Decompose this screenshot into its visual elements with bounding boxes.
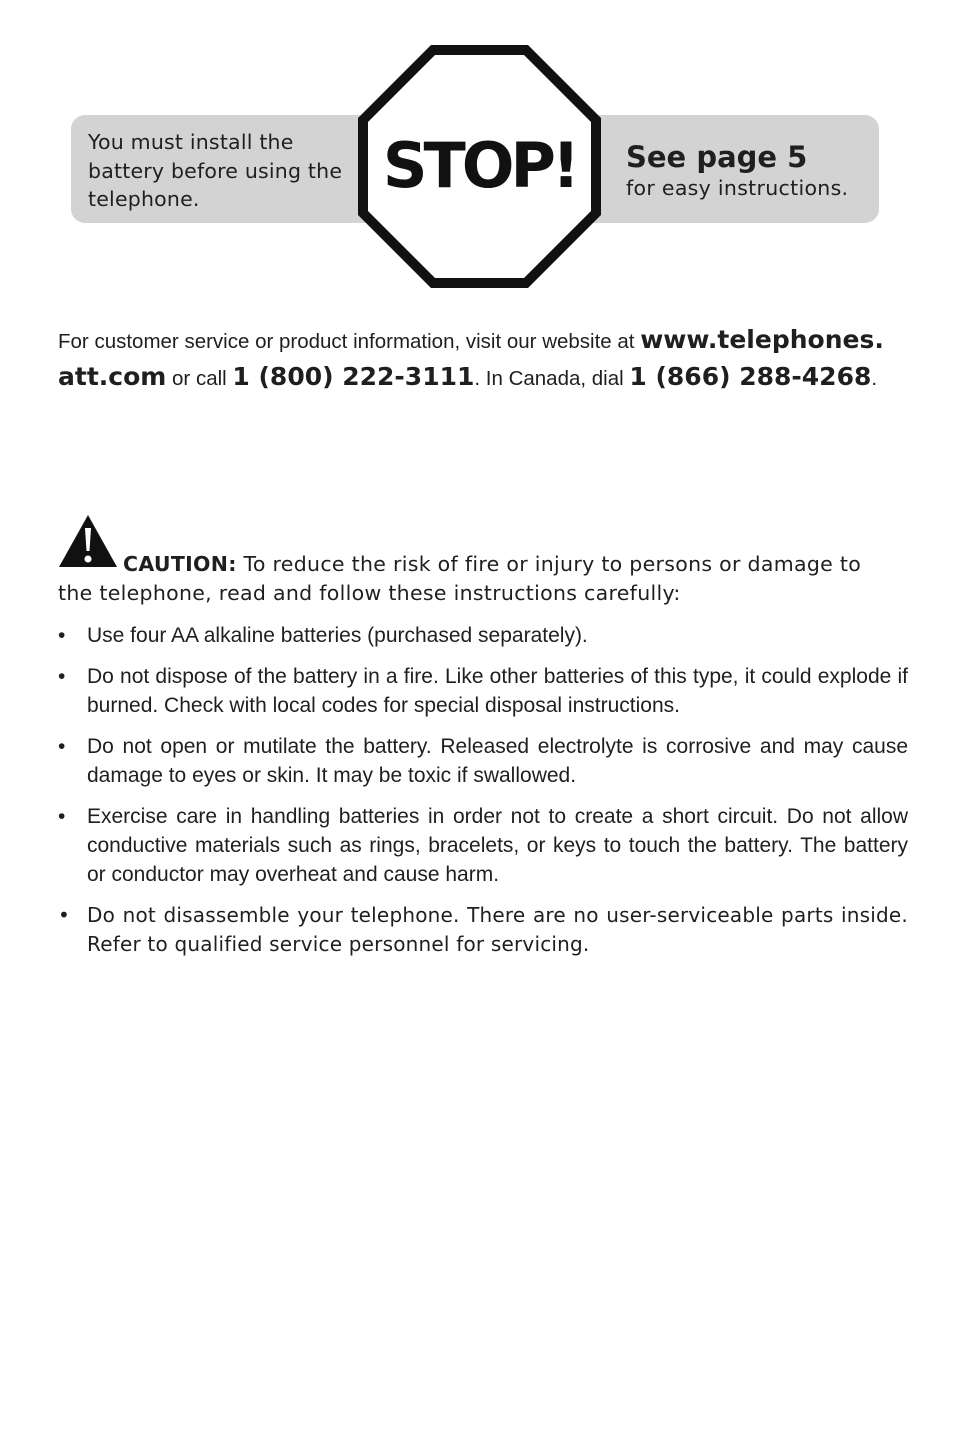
install-battery-notice (88, 128, 350, 214)
us-phone-number: 1 (800) 222-3111 (232, 362, 475, 391)
caution-label: CAUTION: (123, 552, 237, 576)
or-call-text: or call (166, 367, 233, 390)
list-item-text: Exercise care in handling batteries in order not to create a short circuit. Do not allow conductive materials such as rings, bracelets, or keys to touch the battery. The battery or conductor may overheat and cause harm. (87, 805, 908, 886)
caution-intro-line-2: the telephone, read and follow these instructions carefully: (58, 581, 681, 605)
service-line-1 (58, 322, 908, 359)
bullet-icon: • (58, 665, 66, 688)
bullet-icon: • (58, 735, 66, 758)
see-page-label: See page 5 (626, 140, 808, 174)
list-item (58, 901, 908, 959)
service-line-2 (58, 359, 908, 396)
bullet-icon: • (58, 624, 66, 647)
list-item (58, 732, 908, 790)
stop-sign-text: STOP! (382, 129, 577, 202)
caution-intro-line-1 (58, 550, 908, 579)
install-battery-line: telephone. (88, 187, 200, 211)
caution-intro (58, 550, 908, 608)
service-intro-text: For customer service or product information, visit our website at (58, 330, 641, 353)
bullet-icon: • (58, 805, 66, 828)
bullet-icon: • (58, 903, 70, 927)
caution-list (58, 621, 908, 971)
in-canada-text: . In Canada, dial (474, 367, 630, 390)
list-item-text: Do not disassemble your telephone. There are no user-serviceable parts inside. Refer to qualified service personnel for servicing. (87, 903, 908, 956)
website-link-continued[interactable]: att.com (58, 362, 167, 391)
website-link[interactable]: www.telephones. (640, 325, 884, 354)
easy-instructions-label: for easy instructions. (626, 176, 849, 200)
list-item (58, 802, 908, 889)
list-item (58, 621, 908, 650)
see-page-notice (626, 138, 871, 200)
install-battery-line: You must install the (88, 130, 294, 154)
caution-intro-text: To reduce the risk of fire or injury to persons or damage to (236, 552, 862, 576)
list-item-text: Do not dispose of the battery in a fire. Like other batteries of this type, it could explode if burned. Check with local codes for special disposal instructions. (87, 665, 908, 717)
end-period: . (871, 367, 878, 390)
install-battery-line: battery before using the (88, 158, 343, 183)
list-item-text: Do not open or mutilate the battery. Released electrolyte is corrosive and may cause damage to eyes or skin. It may be toxic if swallowed. (87, 735, 908, 787)
customer-service-info (58, 322, 908, 396)
list-item (58, 662, 908, 720)
canada-phone-number: 1 (866) 288-4268 (629, 362, 872, 391)
list-item-text: Use four AA alkaline batteries (purchased separately). (87, 624, 588, 647)
